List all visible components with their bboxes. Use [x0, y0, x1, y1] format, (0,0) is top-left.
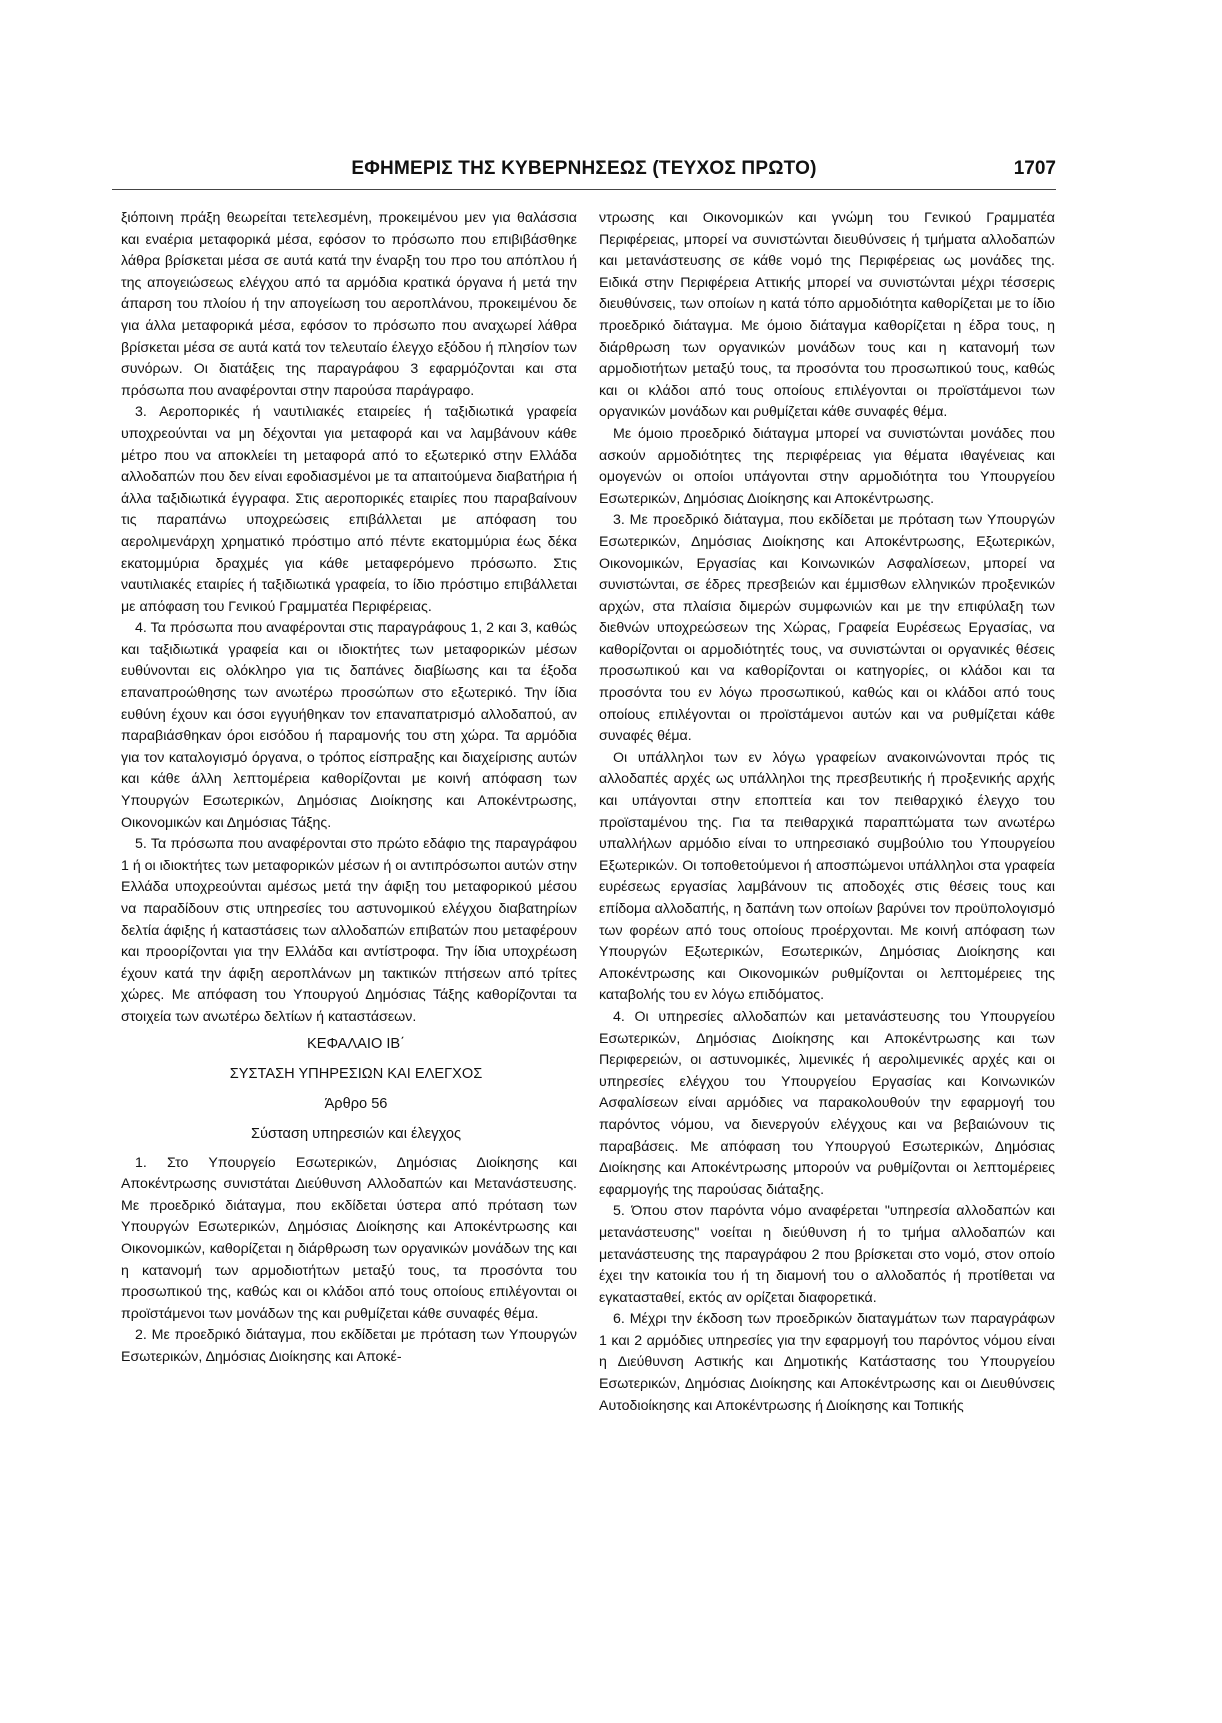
article-heading: Άρθρο 56 — [324, 1095, 388, 1112]
paragraph: Με όμοιο προεδρικό διάταγμα μπορεί να συνιστώνται μονάδες που ασκούν αρμοδιότητες της περιφέρειας για θέματα ιθαγένειας και ομογενών οι οποίοι υπάγονται στην αρμοδιότητα του Υπουργείου Εσωτερικών, Δημόσιας Διοίκησης και Αποκέντρωσης. — [599, 425, 1055, 507]
paragraph: ντρωσης και Οικονομικών και γνώμη του Γενικού Γραμματέα Περιφέρειας, μπορεί να συνιστώνται διευθύνσεις ή τμήματα αλλοδαπών και μετανάστευσης σε κάθε νομό της Περιφέρειας ως μονάδες της. Ειδικά στην Περιφέρεια Αττικής μπορεί να συνιστώνται μέχρι τέσσερις διευθύνσεις, των οποίων η κατά τόπο αρμοδιότητα καθορίζεται με το ίδιο προεδρικό διάταγμα. Με όμοιο διάταγμα καθορίζεται η έδρα τους, η διάρθρωση των οργανικών μονάδων τους και η κατανομή των αρμοδιοτήτων μεταξύ τους, τα προσόντα του προσωπικού τους, καθώς και οι κλάδοι από τους οποίους επιλέγονται οι προϊστάμενοι των οργανικών μονάδων και ρυθμίζεται κάθε συναφές θέμα. — [599, 210, 1055, 421]
chapter-title: ΣΥΣΤΑΣΗ ΥΠΗΡΕΣΙΩΝ ΚΑΙ ΕΛΕΓΧΟΣ — [229, 1065, 483, 1082]
article-title: Σύσταση υπηρεσιών και έλεγχος — [250, 1125, 462, 1142]
paragraph: 1. Στο Υπουργείο Εσωτερικών, Δημόσιας Διοίκησης και Αποκέντρωσης συνιστάται Διεύθυνση Αλλοδαπών και Μετανάστευσης. Με προεδρικό διάταγμα, που εκδίδεται ύστερα από πρόταση των Υπουργών Εσωτερικών, Δημόσιας Διοίκησης και Αποκέντρωσης και Οικονομικών, καθορίζεται η διάρθρωση των οργανικών μονάδων της και η κατανομή των αρμοδιοτήτων μεταξύ τους, τα προσόντα του προσωπικού της, καθώς και οι κλάδοι από τους οποίους επιλέγονται οι προϊστάμενοι των μονάδων της και ρυθμίζεται κάθε συναφές θέμα. — [121, 1154, 577, 1322]
right-column — [599, 208, 1055, 1688]
paragraph: 4. Τα πρόσωπα που αναφέρονται στις παραγράφους 1, 2 και 3, καθώς και ταξιδιωτικά γραφεία και οι ιδιοκτήτες των μεταφορικών μέσων ευθύνονται εις ολόκληρο για τις δαπάνες διαβίωσης και τα έξοδα επαναπροώθησης των ανωτέρω προσώπων στο εξωτερικό. Την ίδια ευθύνη έχουν και όσοι εγγυήθηκαν τον επαναπατρισμό αλλοδαπού, αν παραβιάσθηκαν όροι εισόδου ή παραμονής του στη χώρα. Τα αρμόδια για τον καταλογισμό όργανα, ο τρόπος είσπραξης και διαχείρισης αυτών και κάθε άλλη λεπτομέρεια καθορίζονται με κοινή απόφαση των Υπουργών Εσωτερικών, Δημόσιας Διοίκησης και Αποκέντρωσης, Οικονομικών και Δημόσιας Τάξης. — [121, 620, 577, 831]
paragraph: 2. Με προεδρικό διάταγμα, που εκδίδεται με πρόταση των Υπουργών Εσωτερικών, Δημόσιας Διοίκησης και Αποκέ- — [121, 1327, 577, 1365]
paragraph: 5. Τα πρόσωπα που αναφέρονται στο πρώτο εδάφιο της παραγράφου 1 ή οι ιδιοκτήτες των μεταφορικών μέσων ή οι αντιπρόσωποι αυτών στην Ελλάδα υποχρεούνται αμέσως μετά την άφιξη του μεταφορικού μέσου να παραδίδουν στις υπηρεσίες του αστυνομικού ελέγχου διαβατηρίων δελτία άφιξης ή καταστάσεις των αλλοδαπών επιβατών που μεταφέρουν και προορίζονται για την Ελλάδα και αντίστροφα. Την ίδια υποχρέωση έχουν κατά την άφιξη αεροπλάνων μη τακτικών πτήσεων από τρίτες χώρες. Με απόφαση του Υπουργού Δημόσιας Τάξης καθορίζονται τα στοιχεία των ανωτέρω δελτίων ή καταστάσεων. — [121, 836, 577, 1025]
paragraph: ξιόποινη πράξη θεωρείται τετελεσμένη, προκειμένου μεν για θαλάσσια και εναέρια μεταφορικά μέσα, εφόσον το πρόσωπο που επιβιβάσθηκε λάθρα βρίσκεται μέσα σε αυτά κατά την έναρξη του προ του απόπλου ή της απογειώσεως ελέγχου από τα αρμόδια κρατικά όργανα ή μετά την άπαρση του πλοίου ή την απογείωση του αεροπλάνου, προκειμένου δε για άλλα μεταφορικά μέσα, εφόσον το πρόσωπο που αναχωρεί λάθρα βρίσκεται μέσα σε αυτά κατά τον τελευταίο έλεγχο εξόδου ή πλησίον των συνόρων. Οι διατάξεις της παραγράφου 3 εφαρμόζονται και στα πρόσωπα που αναφέρονται στην παρούσα παράγραφο. — [121, 210, 577, 399]
paragraph: Οι υπάλληλοι των εν λόγω γραφείων ανακοινώνονται πρός τις αλλοδαπές αρχές ως υπάλληλοι της πρεσβευτικής ή προξενικής αρχής και υπάγονται στην εποπτεία και τον πειθαρχικό έλεγχο του προϊσταμένου της. Για τα πειθαρχικά παραπτώματα των ανωτέρω υπαλλήλων αρμόδιο είναι το υπηρεσιακό συμβούλιο του Υπουργείου Εξωτερικών. Οι τοποθετούμενοι ή αποσπώμενοι υπάλληλοι στα γραφεία ευρέσεως εργασίας λαμβάνουν τις αποδοχές στις θέσεις τους και επίδομα αλλοδαπής, η δαπάνη των οποίων βαρύνει τον προϋπολογισμό των φορέων από τους οποίους προέρχονται. Με κοινή απόφαση των Υπουργών Εξωτερικών, Εσωτερικών, Δημόσιας Διοίκησης και Αποκέντρωσης και Οικονομικών ρυθμίζονται οι λεπτομέρειες της καταβολής του εν λόγω επιδόματος. — [599, 749, 1055, 1004]
paragraph: 5. Όπου στον παρόντα νόμο αναφέρεται "υπηρεσία αλλοδαπών και μετανάστευσης" νοείται η διεύθυνση ή το τμήμα αλλοδαπών και μετανάστευσης της παραγράφου 2 που βρίσκεται στο νομό, στον οποίο έχει την κατοικία του ή τη διαμονή του ο αλλοδαπός ή προτίθεται να εγκατασταθεί, εκτός αν ορίζεται διαφορετικά. — [599, 1203, 1055, 1306]
chapter-heading: ΚΕΦΑΛΑΙΟ ΙΒ΄ — [306, 1035, 406, 1052]
gazette-title: ΕΦΗΜΕΡΙΣ ΤΗΣ ΚΥΒΕΡΝΗΣΕΩΣ (ΤΕΥΧΟΣ ΠΡΩΤΟ) — [351, 158, 817, 179]
paragraph: 4. Οι υπηρεσίες αλλοδαπών και μετανάστευσης του Υπουργείου Εσωτερικών, Δημόσιας Διοίκησης και Αποκέντρωσης και των Περιφερειών, οι αστυνομικές, λιμενικές ή αερολιμενικές αρχές και οι υπηρεσίες ελέγχου του Υπουργείου Εργασίας και Κοινωνικών Ασφαλίσεων είναι αρμόδιες να παρακολουθούν την εφαρμογή του παρόντος νόμου, να διενεργούν ελέγχους και να βεβαιώνουν τις παραβάσεις. Με απόφαση του Υπουργού Εσωτερικών, Δημόσιας Διοίκησης και Αποκέντρωσης μπορούν να ρυθμίζονται οι λεπτομέρειες εφαρμογής της παρούσας διάταξης. — [599, 1008, 1055, 1198]
paragraph: 6. Μέχρι την έκδοση των προεδρικών διαταγμάτων των παραγράφων 1 και 2 αρμόδιες υπηρεσίες για την εφαρμογή του παρόντος νόμου είναι η Διεύθυνση Αστικής και Δημοτικής Κατάστασης του Υπουργείου Εσωτερικών, Δημόσιας Διοίκησης και Αποκέντρωσης και οι Διευθύνσεις Αυτοδιοίκησης και Αποκέντρωσης ή Διοίκησης και Τοπικής — [599, 1311, 1055, 1414]
paragraph: 3. Αεροπορικές ή ναυτιλιακές εταιρείες ή ταξιδιωτικά γραφεία υποχρεούνται να μη δέχονται για μεταφορά και να λαμβάνουν κάθε μέτρο που να αποκλείει τη μεταφορά από το εξωτερικό στην Ελλάδα αλλοδαπών που δεν είναι εφοδιασμένοι με τα απαιτούμενα διαβατήρια ή άλλα ταξιδιωτικά έγγραφα. Στις αεροπορικές εταιρίες που παραβαίνουν τις παραπάνω υποχρεώσεις επιβάλλεται με απόφαση του αερολιμενάρχη χρηματικό πρόστιμο από πέντε εκατομμύρια έως δέκα εκατομμύρια δραχμές για κάθε μεταφερόμενο πρόσωπο. Στις ναυτιλιακές εταιρίες ή ταξιδιωτικά γραφεία, το ίδιο πρόστιμο επιβάλλεται με απόφαση του Γενικού Γραμματέα Περιφέρειας. — [121, 404, 577, 615]
header-divider — [112, 189, 1056, 190]
page-number: 1707 — [1013, 158, 1056, 179]
page-header — [112, 158, 1056, 188]
left-column — [121, 208, 577, 1688]
paragraph: 3. Με προεδρικό διάταγμα, που εκδίδεται με πρόταση των Υπουργών Εσωτερικών, Δημόσιας Διοίκησης και Αποκέντρωσης, Εξωτερικών, Οικονομικών, Εργασίας και Κοινωνικών Ασφαλίσεων, μπορεί να συνιστώνται, σε έδρες πρεσβειών και έμμισθων ελληνικών προξενικών αρχών, στα πλαίσια διμερών συμφωνιών και με την επιφύλαξη των διεθνών υποχρεώσεων της Χώρας, Γραφεία Ευρέσεως Εργασίας, να καθορίζονται οι αρμοδιότητές τους, να συνιστώνται οι οργανικές θέσεις προσωπικού και να καθορίζονται οι κατηγορίες, οι κλάδοι και τα προσόντα του εν λόγω προσωπικού, καθώς και οι κλάδοι από τους οποίους επιλέγονται οι προϊστάμενοι αυτών και να ρυθμίζεται κάθε συναφές θέμα. — [599, 512, 1055, 745]
